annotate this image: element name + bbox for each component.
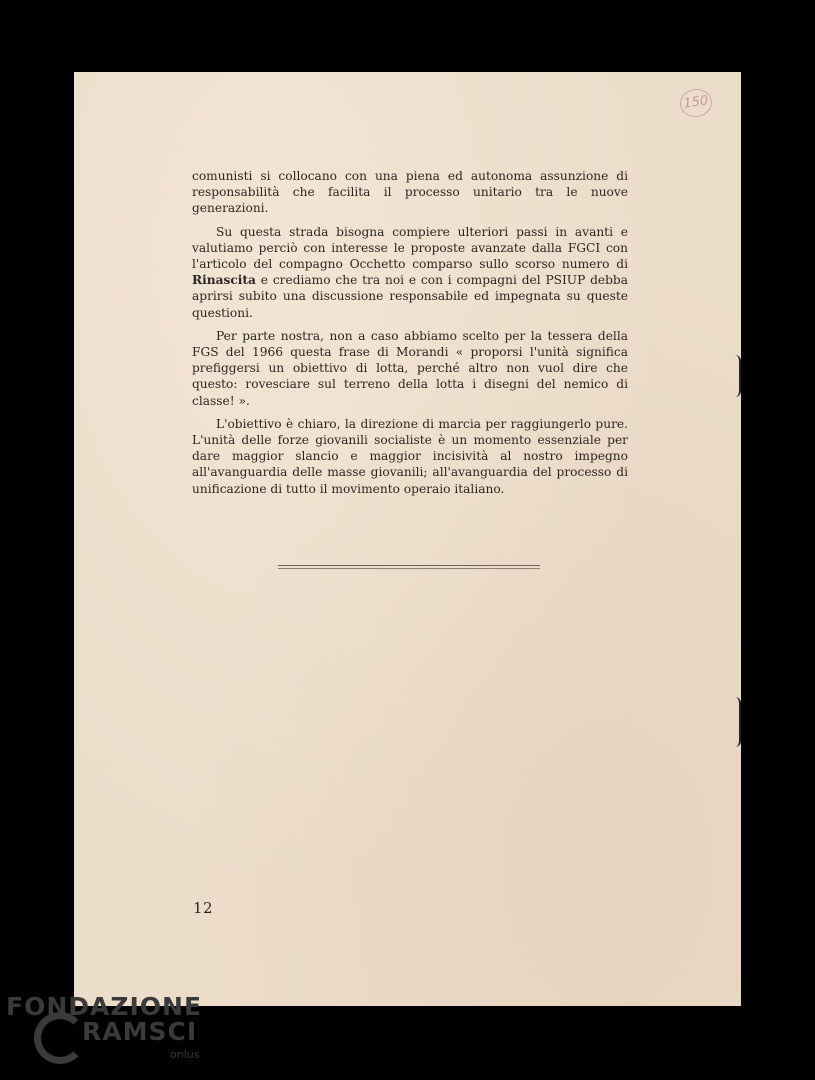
logo-line2: RAMSCI — [82, 1017, 198, 1046]
bold-text-segment: Rinascita — [192, 273, 256, 288]
body-text — [192, 168, 628, 504]
handwritten-folio-mark: 150 — [678, 87, 714, 119]
section-divider — [278, 565, 540, 566]
binding-staple-top — [733, 355, 741, 397]
paragraph — [192, 168, 628, 217]
logo-onlus: onlus — [170, 1048, 200, 1061]
paragraph — [192, 416, 628, 497]
text-segment: Su questa strada bisogna compiere ulteriori passi in avanti e valutiamo perciò con interesse le proposte avanzate dalla FGCI con l'articolo del compagno Occhetto comparso sullo scorso numero di — [192, 224, 628, 272]
text-segment: Per parte nostra, non a caso abbiamo scelto per la tessera della FGS del 1966 questa frase di Morandi « proporsi l'unità significa prefiggersi un obiettivo di lotta, perché altro non vuol dire che questo: rovesciare sul terreno della lotta i disegni del nemico di classe! ». — [192, 328, 628, 408]
text-segment: comunisti si collocano con una piena ed autonoma assunzione di responsabilità che facilita il processo unitario tra le nuove generazioni. — [192, 169, 628, 216]
page-number: 12 — [193, 899, 214, 917]
text-segment: e crediamo che tra noi e con i compagni del PSIUP debba aprirsi subito una discussione responsabile ed impegnata su queste questioni. — [192, 273, 628, 320]
text-segment: L'obiettivo è chiaro, la direzione di marcia per raggiungerlo pure. L'unità delle forze giovanili socialiste è un momento essenziale per dare maggior slancio e maggior incisività al nostro impegno all'avanguardia delle masse giovanili; all'avanguardia del processo di unificazione di tutto il movimento operaio italiano. — [192, 416, 628, 496]
logo-line1: FONDAZIONE — [6, 992, 203, 1021]
paragraph — [192, 328, 628, 409]
logo-g-icon — [34, 1012, 86, 1064]
fondazione-gramsci-logo — [6, 992, 206, 1074]
binding-staple-bottom — [733, 697, 741, 747]
section-divider-second-line — [278, 568, 540, 569]
paragraph — [192, 224, 628, 321]
